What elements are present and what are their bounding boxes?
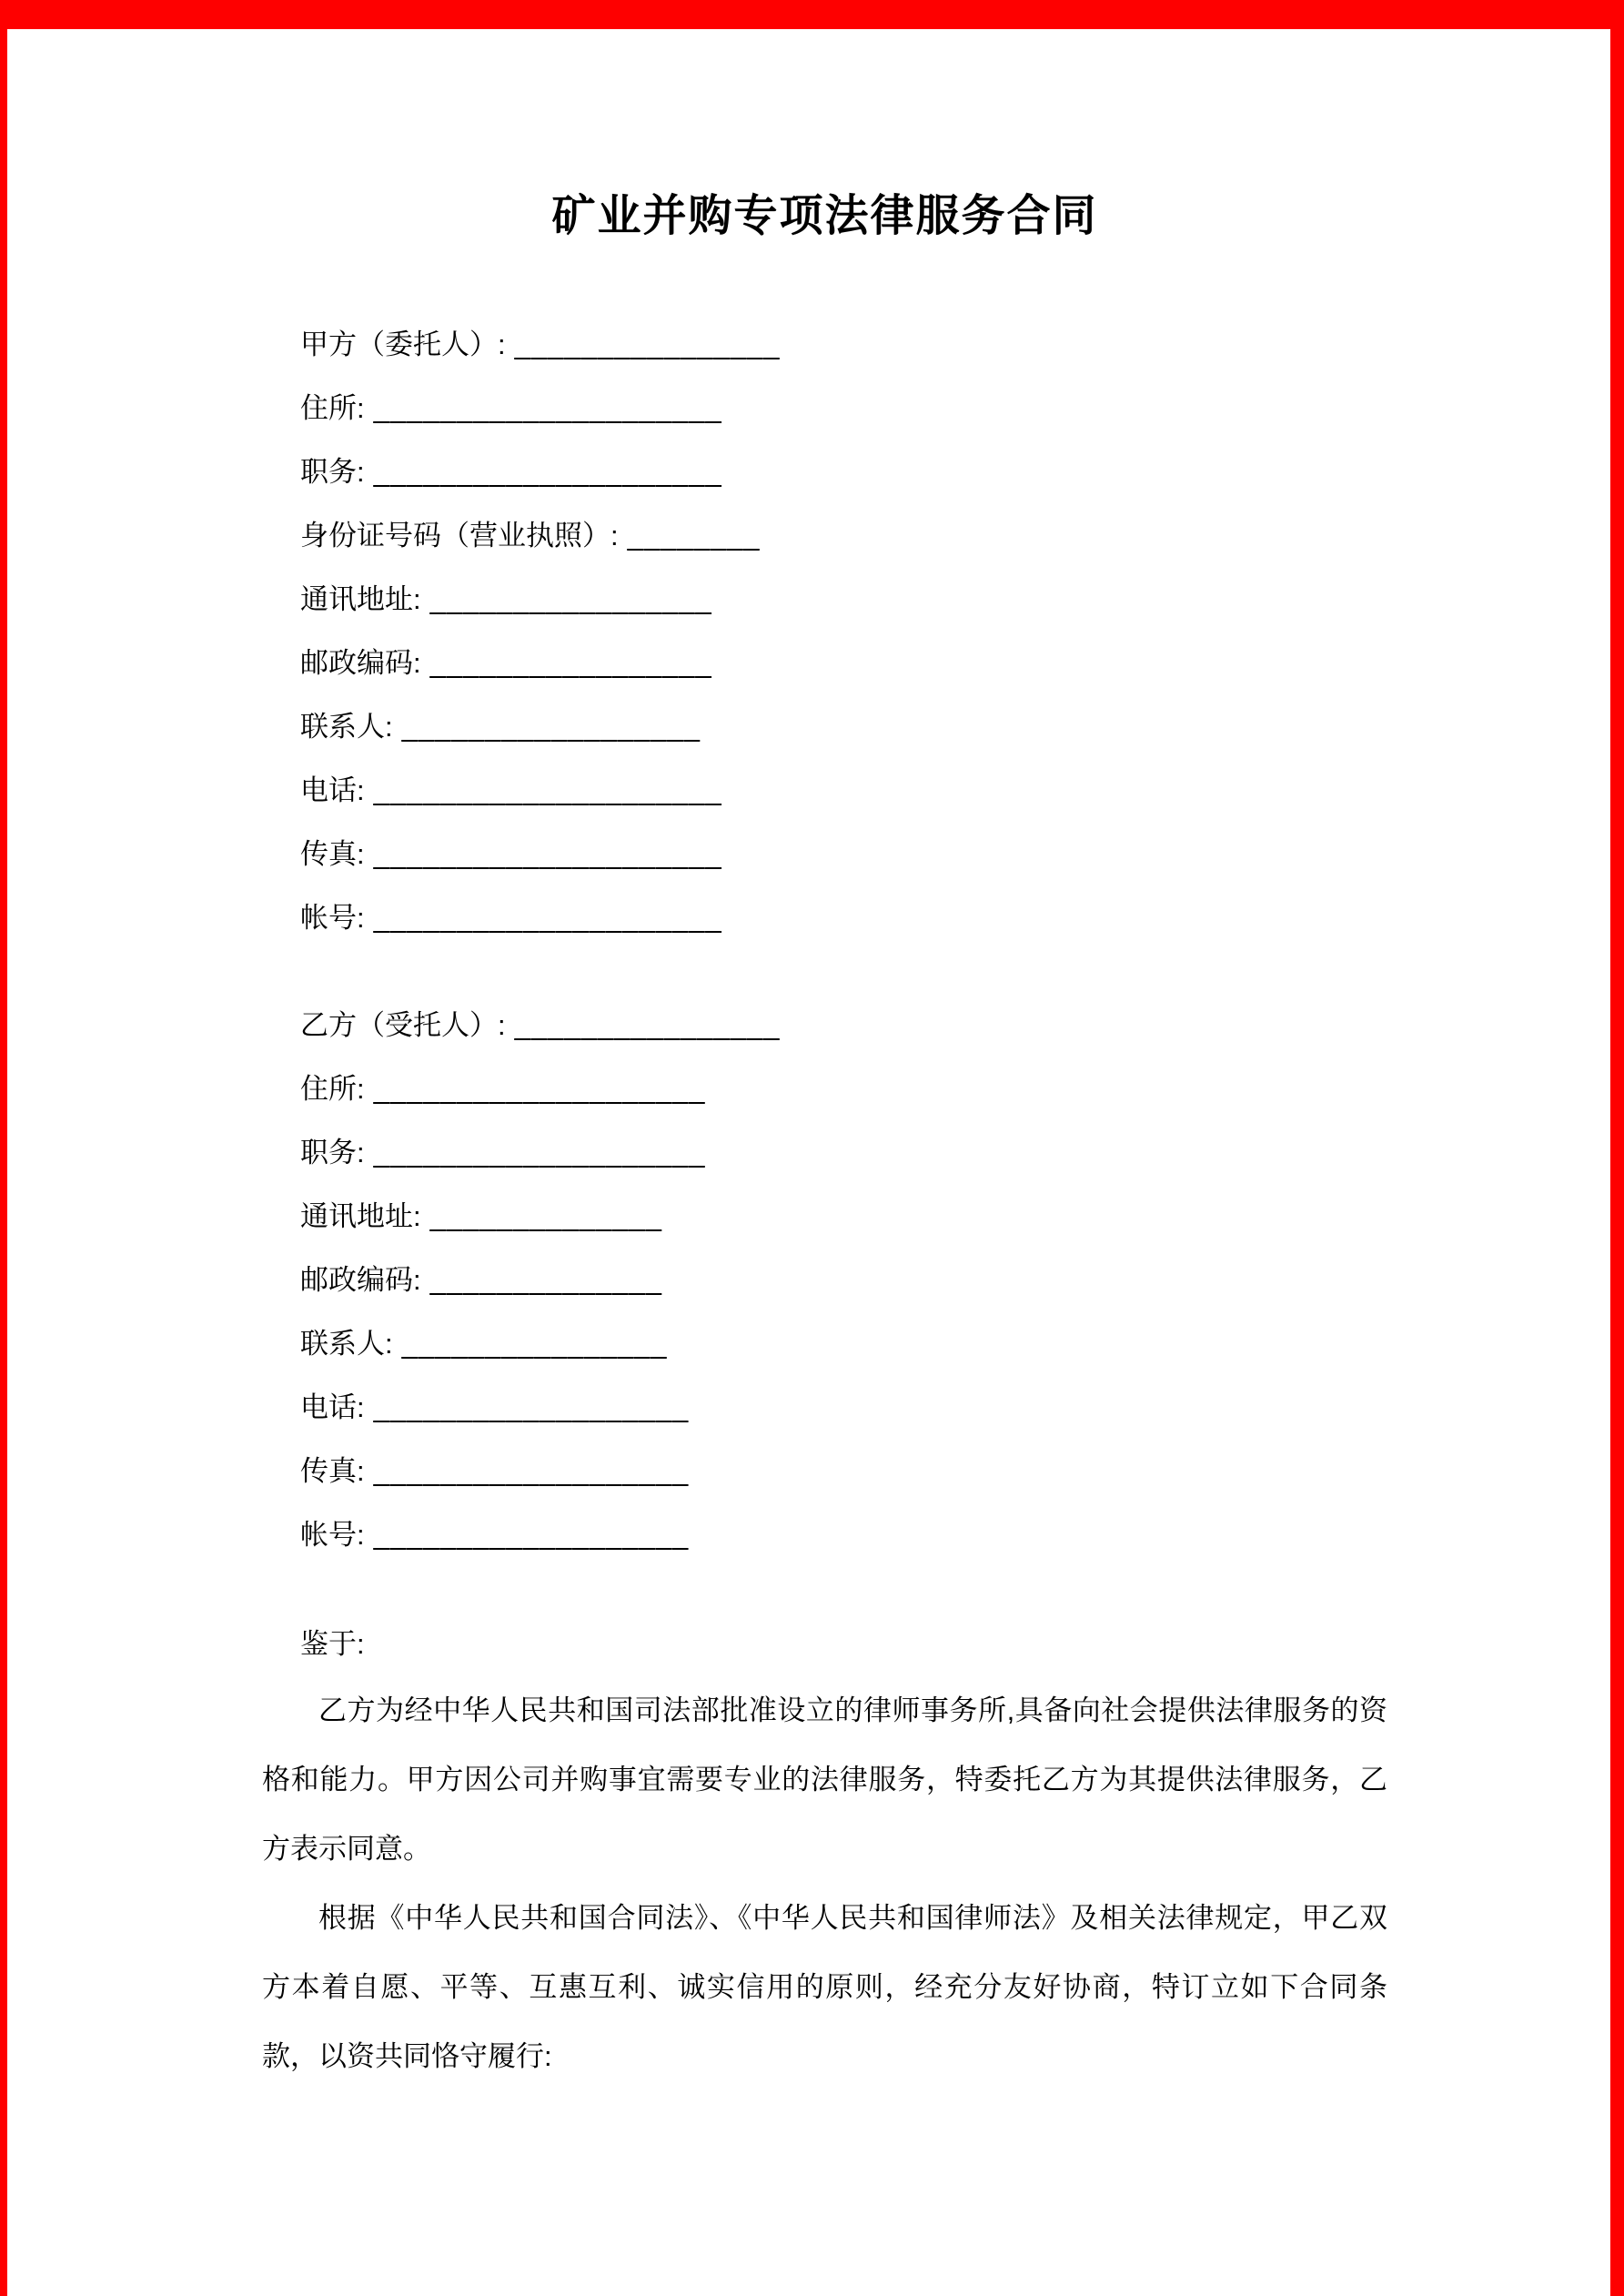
field-blank: ___________________ xyxy=(373,1455,690,1487)
field-label: 通讯地址: xyxy=(300,1200,421,1232)
field-label: 住所: xyxy=(300,1073,365,1105)
field-row xyxy=(262,886,1387,950)
field-row xyxy=(262,759,1387,823)
field-row xyxy=(262,377,1387,440)
field-row xyxy=(262,632,1387,695)
party-b-section xyxy=(262,994,1387,1567)
field-label: 帐号: xyxy=(300,902,365,934)
field-blank: ____________________ xyxy=(373,1137,706,1168)
field-blank: _____________________ xyxy=(373,392,722,424)
field-blank: _________________ xyxy=(429,583,712,615)
field-row xyxy=(262,1440,1387,1503)
field-row xyxy=(262,1376,1387,1440)
field-row xyxy=(262,1312,1387,1376)
field-label: 乙方（受托人）: xyxy=(300,1009,506,1041)
field-blank: ________ xyxy=(627,520,761,551)
field-blank: ___________________ xyxy=(373,1519,690,1551)
field-label: 通讯地址: xyxy=(300,583,421,615)
field-label: 甲方（委托人）: xyxy=(300,329,506,360)
field-blank: _____________________ xyxy=(373,838,722,870)
field-label: 职务: xyxy=(300,1137,365,1168)
field-blank: _____________________ xyxy=(373,456,722,488)
whereas-label: 鉴于: xyxy=(300,1628,365,1660)
field-blank: _____________________ xyxy=(373,774,722,806)
field-label: 职务: xyxy=(300,456,365,488)
party-a-section xyxy=(262,313,1387,950)
field-label: 联系人: xyxy=(300,711,393,743)
field-row xyxy=(262,823,1387,886)
field-row xyxy=(262,440,1387,504)
contract-paragraph: 乙方为经中华人民共和国司法部批准设立的律师事务所,具备向社会提供法律服务的资格和能力。甲方因公司并购事宜需要专业的法律服务，特委托乙方为其提供法律服务，乙方表示同意。 xyxy=(262,1694,1387,1865)
field-label: 传真: xyxy=(300,838,365,870)
field-blank: _____________________ xyxy=(373,902,722,934)
field-blank: ________________ xyxy=(401,1328,668,1360)
field-label: 住所: xyxy=(300,392,365,424)
field-row xyxy=(262,1185,1387,1249)
field-blank: ___________________ xyxy=(373,1391,690,1423)
field-blank: _________________ xyxy=(429,647,712,679)
contract-paragraph: 根据《中华人民共和国合同法》、《中华人民共和国律师法》及相关法律规定，甲乙双方本着自愿、平等、互惠互利、诚实信用的原则，经充分友好协商，特订立如下合同条款，以资共同恪守履行: xyxy=(262,1902,1387,2072)
field-blank: ________________ xyxy=(514,1009,781,1041)
field-label: 帐号: xyxy=(300,1519,365,1551)
field-row xyxy=(262,1057,1387,1121)
field-row xyxy=(262,568,1387,632)
field-blank: ______________ xyxy=(429,1200,662,1232)
document-page xyxy=(7,29,1610,2296)
field-label: 邮政编码: xyxy=(300,647,421,679)
field-row xyxy=(262,1249,1387,1312)
field-blank: ____________________ xyxy=(373,1073,706,1105)
field-label: 联系人: xyxy=(300,1328,393,1360)
field-row xyxy=(262,1503,1387,1567)
field-row xyxy=(262,1121,1387,1185)
field-row xyxy=(262,695,1387,759)
document-title: 矿业并购专项法律服务合同 xyxy=(551,192,1098,240)
field-row xyxy=(262,504,1387,568)
field-blank: __________________ xyxy=(401,711,701,743)
field-blank: ______________ xyxy=(429,1264,662,1296)
field-label: 电话: xyxy=(300,774,365,806)
document-content xyxy=(7,188,1610,2146)
field-label: 电话: xyxy=(300,1391,365,1423)
field-label: 身份证号码（营业执照）: xyxy=(300,520,619,551)
field-row xyxy=(262,313,1387,377)
field-row xyxy=(262,994,1387,1057)
field-label: 邮政编码: xyxy=(300,1264,421,1296)
field-blank: ________________ xyxy=(514,329,781,360)
field-label: 传真: xyxy=(300,1455,365,1487)
